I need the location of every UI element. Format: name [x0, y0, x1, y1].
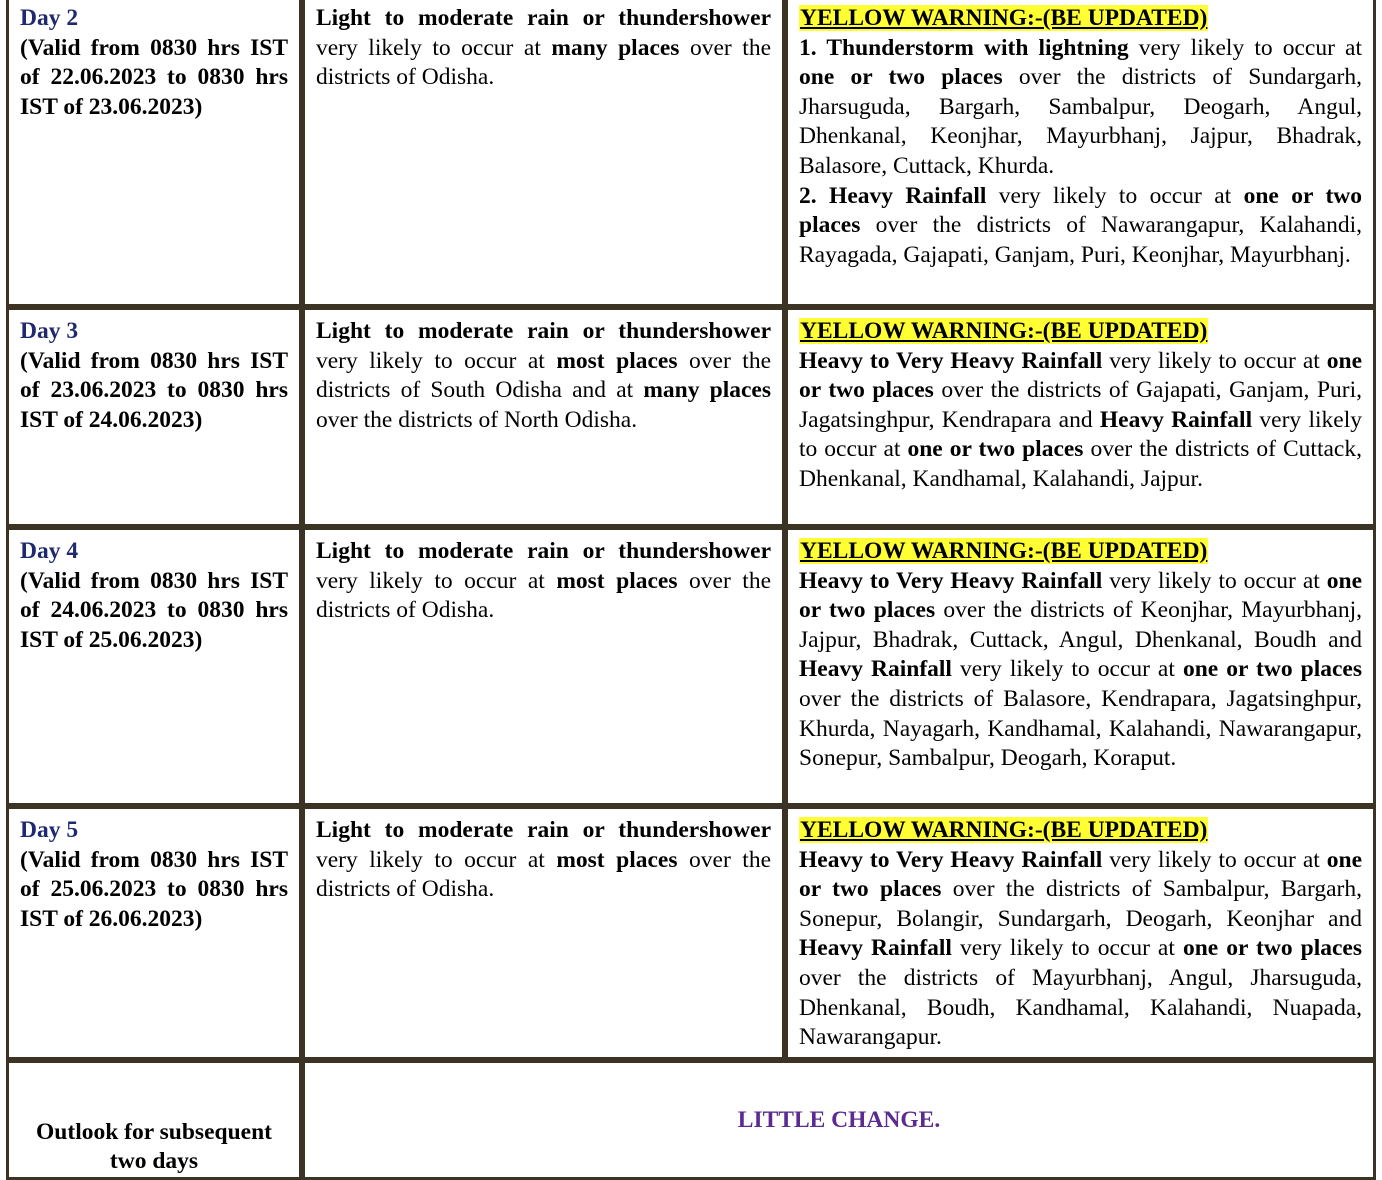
- yellow-warning-label: YELLOW WARNING:-(BE UPDATED): [800, 318, 1208, 344]
- emphasis-text: Heavy to Very Heavy Rainfall: [799, 347, 1103, 374]
- emphasis-text: Heavy Rainfall: [1099, 406, 1253, 433]
- forecast-cell: Light to moderate rain or thundershower very likely to occur at most places over the districts of Odisha.: [302, 806, 785, 1060]
- validity-period: (Valid from 0830 hrs IST of 23.06.2023 to 0830 hrs IST of 24.06.2023): [20, 347, 288, 433]
- day-cell: [6, 307, 302, 527]
- day-cell: [6, 806, 302, 1060]
- day-label: Day 4: [20, 538, 79, 564]
- emphasis-text: one or two places: [907, 436, 1084, 463]
- day-label: Day 5: [20, 817, 79, 843]
- emphasis-text: Heavy to Very Heavy Rainfall: [799, 846, 1103, 873]
- table-row: [6, 806, 1376, 1060]
- emphasis-text: Heavy to Very Heavy Rainfall: [799, 567, 1103, 594]
- forecast-cell: Light to moderate rain or thundershower very likely to occur at many places over the districts of Odisha.: [302, 0, 785, 307]
- warning-text: 1. Thunderstorm with lightning very likely to occur at one or two places over the districts of Sundargarh, Jharsuguda, Bargarh, Sambalpur, Deogarh, Angul, Dhenkanal, Keonjhar, Mayurbhanj, Jajpur, Bhadrak, Balasore, Cuttack, Khurda. 2. Heavy Rainfall very likely to occur at one or two places over the districts of Nawarangapur, Kalahandi, Rayagada, Gajapati, Ganjam, Puri, Keonjhar, Mayurbhanj.: [799, 34, 1362, 268]
- forecast-cell: Light to moderate rain or thundershower very likely to occur at most places over the districts of South Odisha and at many places over the districts of North Odisha.: [302, 307, 785, 527]
- emphasis-text: one or two places: [799, 567, 1363, 624]
- emphasis-text: Light to moderate rain or thundershower: [316, 318, 771, 344]
- emphasis-text: most places: [556, 347, 678, 374]
- day-label: Day 2: [20, 5, 79, 31]
- warning-text: Heavy to Very Heavy Rainfall very likely to occur at one or two places over the districts of Gajapati, Ganjam, Puri, Jagatsinghpur, Kendrapara and Heavy Rainfall very likely to occur at one or two places over the districts of Cuttack, Dhenkanal, Kandhamal, Kalahandi, Jajpur.: [799, 347, 1363, 492]
- emphasis-text: Heavy Rainfall: [799, 656, 952, 683]
- validity-period: (Valid from 0830 hrs IST of 22.06.2023 to 0830 hrs IST of 23.06.2023): [20, 34, 288, 120]
- warning-cell: [785, 0, 1376, 307]
- forecast-cell: Light to moderate rain or thundershower very likely to occur at most places over the districts of Odisha.: [302, 527, 785, 806]
- emphasis-text: most places: [556, 846, 678, 873]
- emphasis-text: one or two places: [799, 182, 1362, 239]
- table-row: [6, 307, 1376, 527]
- emphasis-text: 1. Thunderstorm with lightning: [799, 34, 1129, 61]
- emphasis-text: one or two places: [799, 64, 1003, 91]
- outlook-row: [6, 1060, 1376, 1180]
- validity-period: (Valid from 0830 hrs IST of 25.06.2023 to 0830 hrs IST of 26.06.2023): [20, 846, 288, 932]
- emphasis-text: 2. Heavy Rainfall: [799, 182, 987, 209]
- warning-cell: [785, 806, 1376, 1060]
- table-row: [6, 527, 1376, 806]
- warning-text: Heavy to Very Heavy Rainfall very likely to occur at one or two places over the districts of Sambalpur, Bargarh, Sonepur, Bolangir, Sundargarh, Deogarh, Keonjhar and Heavy Rainfall very likely to occur at one or two places over the districts of Mayurbhanj, Angul, Jharsuguda, Dhenkanal, Boudh, Kandhamal, Kalahandi, Nuapada, Nawarangapur.: [799, 846, 1363, 1051]
- emphasis-text: one or two places: [799, 846, 1363, 903]
- emphasis-text: Light to moderate rain or thundershower: [316, 817, 771, 843]
- yellow-warning-label: YELLOW WARNING:-(BE UPDATED): [800, 817, 1208, 843]
- validity-period: (Valid from 0830 hrs IST of 24.06.2023 to 0830 hrs IST of 25.06.2023): [20, 567, 288, 653]
- warning-cell: [785, 527, 1376, 806]
- emphasis-text: many places: [551, 34, 680, 61]
- emphasis-text: one or two places: [1182, 935, 1362, 962]
- emphasis-text: many places: [643, 377, 771, 404]
- emphasis-text: Light to moderate rain or thundershower: [316, 5, 771, 31]
- emphasis-text: most places: [556, 567, 678, 594]
- outlook-label: Outlook for subsequent two days: [6, 1060, 302, 1180]
- day-cell: [6, 527, 302, 806]
- warning-cell: [785, 307, 1376, 527]
- emphasis-text: one or two places: [1182, 656, 1362, 683]
- yellow-warning-label: YELLOW WARNING:-(BE UPDATED): [800, 538, 1208, 564]
- day-label: Day 3: [20, 318, 79, 344]
- forecast-table: [6, 0, 1376, 1180]
- day-cell: [6, 0, 302, 307]
- emphasis-text: Heavy Rainfall: [799, 935, 952, 962]
- yellow-warning-label: YELLOW WARNING:-(BE UPDATED): [800, 5, 1208, 31]
- emphasis-text: Light to moderate rain or thundershower: [316, 538, 771, 564]
- emphasis-text: one or two places: [799, 347, 1363, 404]
- table-row: [6, 0, 1376, 307]
- warning-text: Heavy to Very Heavy Rainfall very likely to occur at one or two places over the districts of Keonjhar, Mayurbhanj, Jajpur, Bhadrak, Cuttack, Angul, Dhenkanal, Boudh and Heavy Rainfall very likely to occur at one or two places over the districts of Balasore, Kendrapara, Jagatsinghpur, Khurda, Nayagarh, Kandhamal, Kalahandi, Nawarangapur, Sonepur, Sambalpur, Deogarh, Koraput.: [799, 567, 1363, 772]
- outlook-text: LITTLE CHANGE.: [302, 1060, 1376, 1180]
